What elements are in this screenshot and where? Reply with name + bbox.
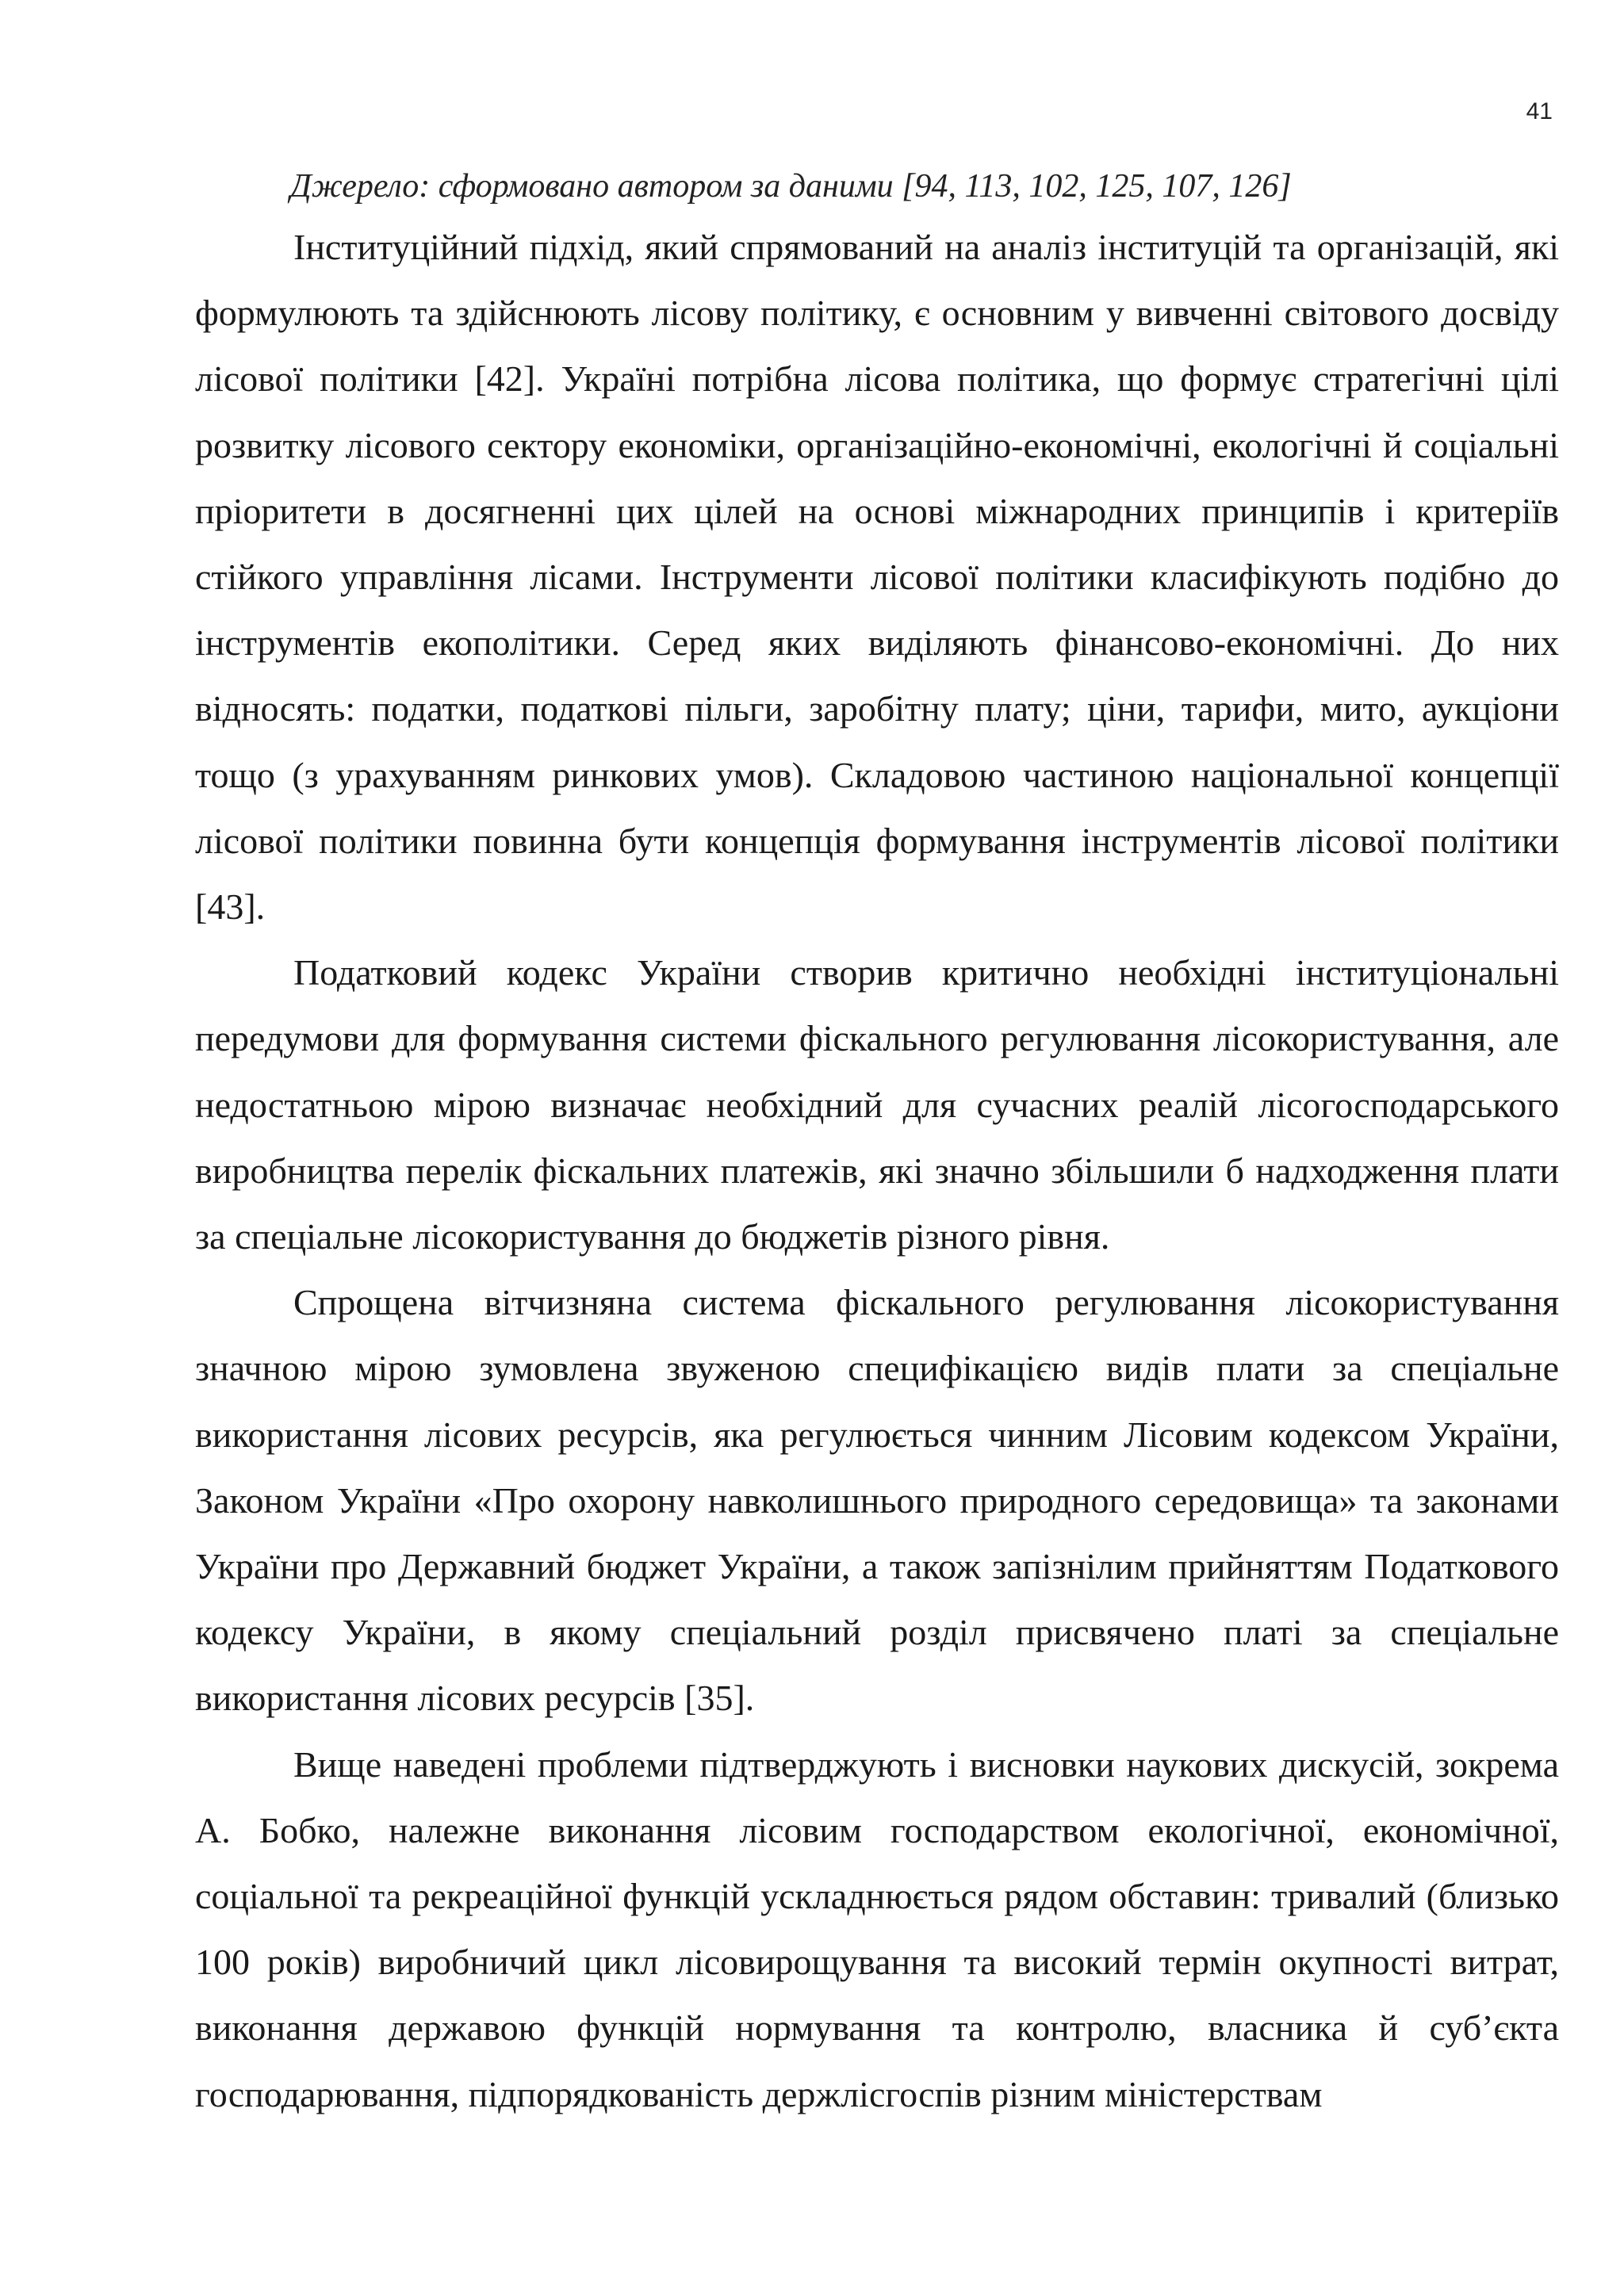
paragraph-problems: Вище наведені проблеми підтверджують і висновки наукових дискусій, зокрема А. Бобко, належне виконання лісовим господарством екологічної, економічної, соціальної та рекреаційної функцій ускладнюється рядом обставин: тривалий (близько 100 років) виробничий цикл лісовирощування та високий термін окупності витрат, виконання державою функцій нормування та контролю, власника й суб’єкта господарювання, підпорядкованість держлісгоспів різним міністерствам [195,1743,1559,2114]
paragraph-tax-code: Податковий кодекс України створив критично необхідні інституціональні передумови для формування системи фіскального регулювання лісокористування, але недостатньою мірою визначає необхідний для сучасних реалій лісогосподарського виробництва перелік фіскальних платежів, які значно збільшили б надходження плати за спеціальне лісокористування до бюджетів різного рівня. [195,952,1559,1257]
paragraph-institutional-approach: Інституційний підхід, який спрямований на аналіз інституцій та організацій, які формулюють та здійснюють лісову політику, є основним у вивченні світового досвіду лісової політики [42]. Україні потрібна лісова політика, що формує стратегічні цілі розвитку лісового сектору економіки, організаційно-економічні, екологічні й соціальні пріоритети в досягненні цих цілей на основі міжнародних принципів і критеріїв стійкого управління лісами. Інструменти лісової політики класифікують подібно до інструментів екополітики. Серед яких виділяють фінансово-економічні. До них відносять: податки, податкові пільги, заробітну плату; ціни, тарифи, мито, аукціони тощо (з урахуванням ринкових умов). Складовою частиною національної концепції лісової політики повинна бути концепція формування інструментів лісової політики [43]. [195,227,1559,928]
page-number: 41 [1526,98,1553,124]
page-content [195,159,1559,2127]
paragraph-fiscal-system: Спрощена вітчизняна система фіскального регулювання лісокористування значною мірою зумовлена звуженою специфікацією видів плати за спеціальне використання лісових ресурсів, яка регулюється чинним Лісовим кодексом України, Законом України «Про охорону навколишнього природного середовища» та законами України про Державний бюджет України, а також запізнілим прийняттям Податкового кодексу України, в якому спеціальний розділ присвячено платі за спеціальне використання лісових ресурсів [35]. [195,1282,1559,1719]
source-note: Джерело: сформовано автором за даними [94, 113, 102, 125, 107, 126] [290,168,1292,205]
